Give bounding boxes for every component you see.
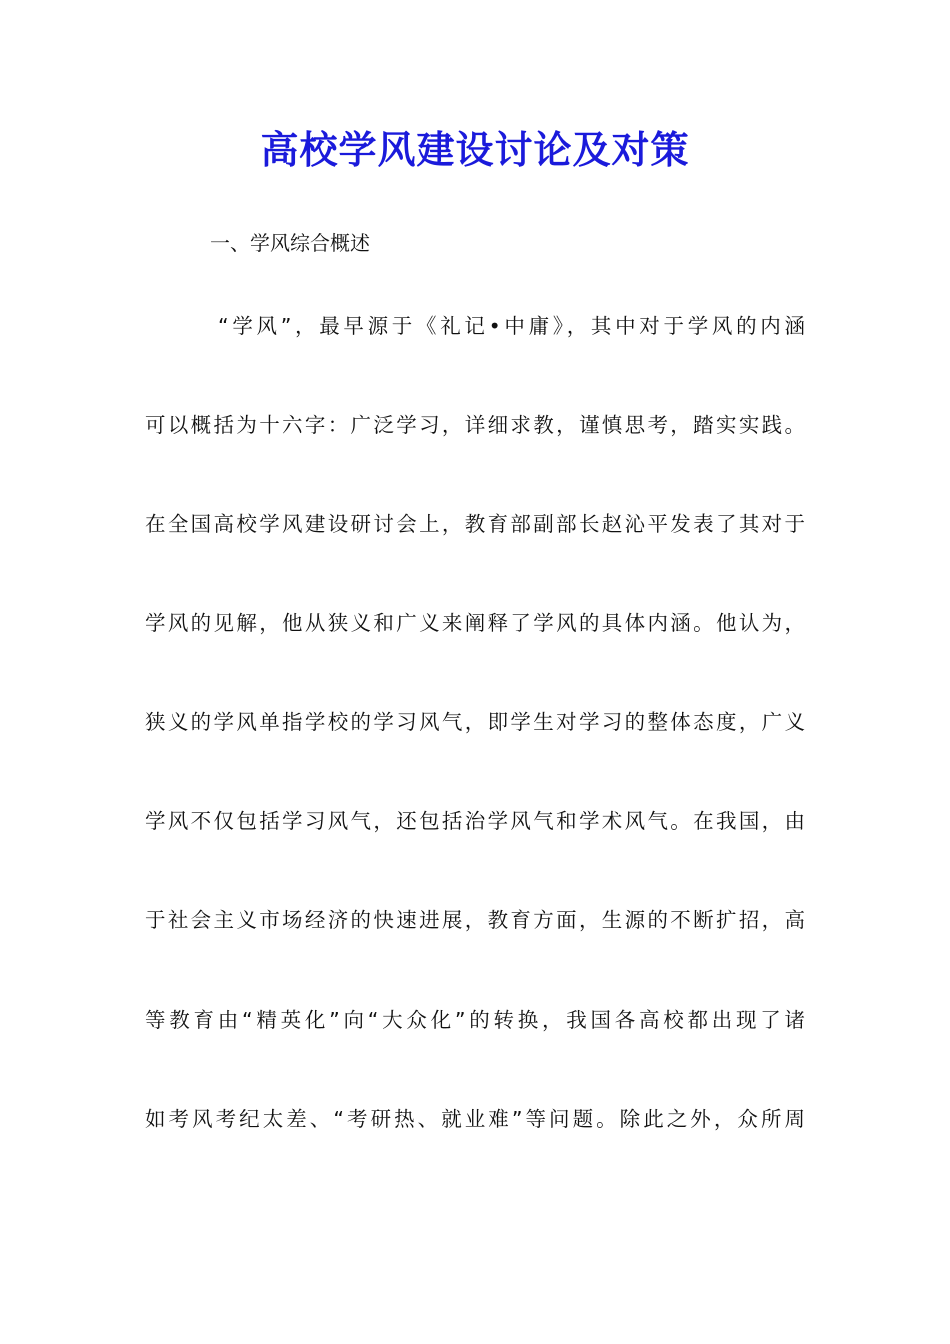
section-heading: 一、学风综合概述 [210, 231, 370, 255]
paragraph-line: 在全国高校学风建设研讨会上，教育部副部长赵沁平发表了其对于 [145, 512, 805, 536]
paragraph-line: 学风的见解，他从狭义和广义来阐释了学风的具体内涵。他认为， [145, 611, 805, 635]
paragraph-line: 等教育由“精英化”向“大众化”的转换，我国各高校都出现了诸 [145, 1008, 805, 1032]
paragraph-line: “学风”，最早源于《礼记•中庸》，其中对于学风的内涵 [218, 314, 805, 338]
paragraph-line: 如考风考纪太差、“考研热、就业难”等问题。除此之外，众所周 [145, 1107, 805, 1131]
paragraph-line: 于社会主义市场经济的快速进展，教育方面，生源的不断扩招，高 [145, 908, 805, 932]
paragraph-line: 学风不仅包括学习风气，还包括治学风气和学术风气。在我国，由 [145, 809, 805, 833]
paragraph-line: 可以概括为十六字：广泛学习，详细求教，谨慎思考，踏实实践。 [145, 413, 805, 437]
document-title: 高校学风建设讨论及对策 [260, 127, 690, 172]
paragraph-line: 狭义的学风单指学校的学习风气，即学生对学习的整体态度，广义 [145, 710, 805, 734]
